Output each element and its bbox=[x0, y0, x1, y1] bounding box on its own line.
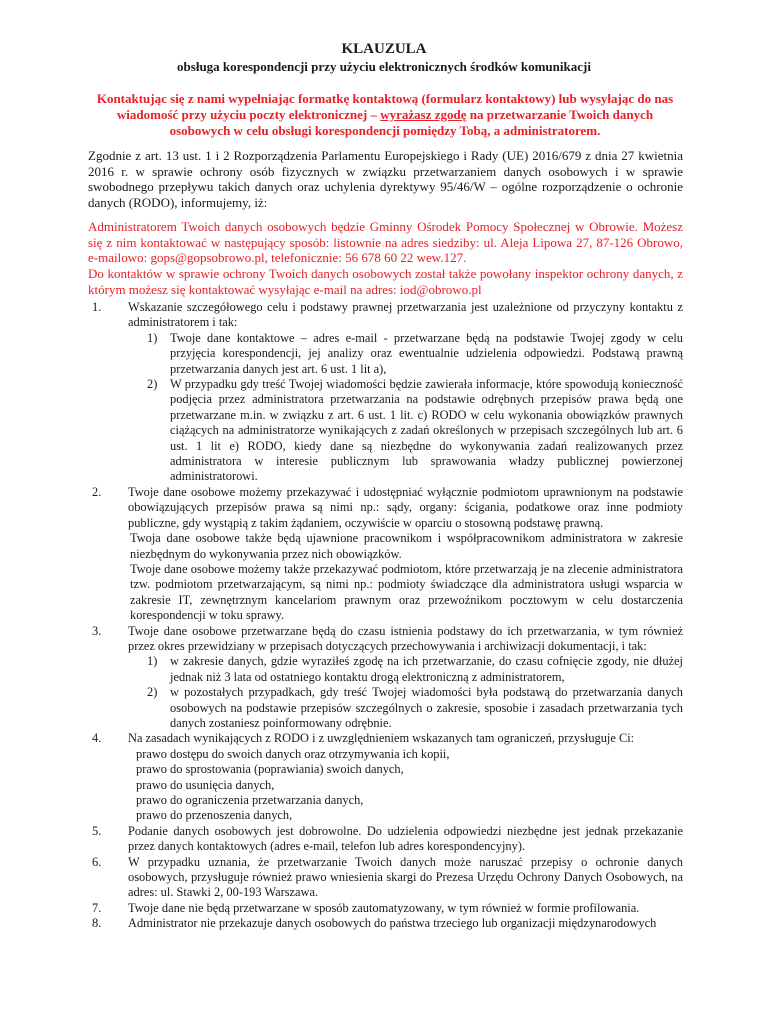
right-item: prawo do przenoszenia danych, bbox=[136, 808, 293, 823]
sub-item-text: w zakresie danych, gdzie wyraziłeś zgodę na ich przetwarzanie, do czasu cofnięcie zgody, nie dłużej jednak niż 3 lata od ostatniego kontaktu drogą elektroniczną z administratorem, bbox=[170, 654, 683, 684]
sub-item-number: 2) bbox=[147, 685, 158, 700]
item-text: Podanie danych osobowych jest dobrowolne. Do udzielenia odpowiedzi niezbędne jest jednak przekazanie przez danych kontaktowych (adres e-mail, telefon lub adres korespondencyjny). bbox=[128, 823, 683, 854]
list-item bbox=[88, 901, 683, 916]
sub-item bbox=[130, 685, 683, 731]
item-text: Na zasadach wynikających z RODO i z uwzględnieniem wskazanych tam ograniczeń, przysługuje Ci: bbox=[128, 731, 635, 746]
sub-item-text: w pozostałych przypadkach, gdy treść Twojej wiadomości była podstawą do przetwarzania danych osobowych na podstawie przepisów szczególnych o zakresie, sposobie i zasadach przetwarzania tych danych zostaniesz poinformowany odrębnie. bbox=[170, 685, 683, 730]
item-text: Twoje dane nie będą przetwarzane w sposób zautomatyzowany, w tym również w formie profilowania. bbox=[128, 900, 640, 915]
item-number: 4. bbox=[92, 731, 102, 746]
sub-item bbox=[130, 377, 683, 485]
item-number: 1. bbox=[92, 300, 102, 314]
sub-item bbox=[130, 654, 683, 685]
item-number: 2. bbox=[92, 484, 102, 499]
administrator-info bbox=[88, 219, 683, 298]
consent-notice bbox=[88, 91, 682, 139]
sub-item bbox=[130, 331, 683, 377]
right-item: prawo do ograniczenia przetwarzania danych, bbox=[136, 793, 364, 807]
list-item bbox=[88, 485, 683, 624]
sub-item-number: 1) bbox=[147, 654, 158, 669]
item-text: W przypadku uznania, że przetwarzanie Twoich danych może naruszać przepisy o ochronie danych osobowych, przysługuje również prawo wniesienia skargi do Prezesa Urzędu Ochrony Danych Osobowych, na adres: ul. Stawki 2, 00-193 Warszawa. bbox=[128, 854, 683, 900]
administrator-contact: Administratorem Twoich danych osobowych będzie Gminny Ośrodek Pomocy Społecznej w Obrowie. Możesz się z nim kontaktować w następujący sposób: listownie na adres siedziby: ul. Aleja Lipowa 27, 87-126 Obrowo, e-mailowo: gops@gopsobrowo.pl, telefonicznie: 56 678 60 22 wew.127. bbox=[88, 219, 683, 266]
item-text: Twoje dane osobowe przetwarzane będą do czasu istnienia podstawy do ich przetwarzania, w tym również przez okres przewidziany w przepisach dotyczących przechowywania i archiwizacji dokumentacji, i tak: bbox=[128, 623, 683, 653]
data-protection-officer: Do kontaktów w sprawie ochrony Twoich danych osobowych został także powołany inspektor ochrony danych, z którym możesz się kontaktować wysyłając e-mail na adres: iod@obrowo.pl bbox=[88, 266, 683, 297]
sub-item-number: 2) bbox=[147, 377, 158, 392]
list-item bbox=[88, 731, 683, 823]
consent-text-2: na przetwarzanie Twoich danych osobowych w celu obsługi korespondencji pomiędzy Tobą, a administratorem. bbox=[169, 107, 654, 138]
sub-item-number: 1) bbox=[147, 330, 158, 345]
item-number: 6. bbox=[92, 854, 102, 869]
list-item bbox=[88, 855, 683, 901]
right-item: prawo dostępu do swoich danych oraz otrzymywania ich kopii, bbox=[136, 746, 450, 761]
item-text: Twoje dane osobowe możemy także przekazywać podmiotom, które przetwarzają je na zlecenie administratora tzw. podmiotom przetwarzającym, są nimi np.: podmioty świadczące dla administratora usługi wsparcia w zakresie IT, zewnętrznym kancelariom prawnym oraz przewoźnikom pocztowym w celu dostarczenia korespondencji w toku sprawy. bbox=[130, 561, 683, 623]
item-text: Twoja dane osobowe także będą ujawnione pracownikom i współpracownikom administratora w zakresie niezbędnym do wykonywania przez nich obowiązków. bbox=[130, 531, 683, 561]
legal-basis-paragraph: Zgodnie z art. 13 ust. 1 i 2 Rozporządzenia Parlamentu Europejskiego i Rady (UE) 2016/679 z dnia 27 kwietnia 2016 r. w sprawie ochrony osób fizycznych w związku przetwarzaniem danych osobowych i w sprawie swobodnego przepływu takich danych oraz uchylenia dyrektywy 95/46/W – ogólne rozporządzenie o ochronie danych (RODO), informujemy, iż: bbox=[88, 148, 683, 211]
consent-underlined: wyrażasz zgodę bbox=[380, 107, 467, 122]
item-number: 3. bbox=[92, 623, 102, 638]
item-number: 5. bbox=[92, 823, 102, 838]
list-item bbox=[88, 916, 683, 931]
document-subtitle: obsługa korespondencji przy użyciu elektronicznych środków komunikacji bbox=[177, 59, 591, 74]
sub-item-text: W przypadku gdy treść Twojej wiadomości będzie zawierała informacje, które spowodują konieczność podjęcia przez administratora przetwarzania na podstawie odrębnych przepisów prawa będą one przetwarzane m.in. w związku z art. 6 ust. 1 lit. c) RODO w celu wykonania obowiązków prawnych ciążących na administratorze wynikających z zadań określonych w przepisach szczególnych lub art. 6 ust. 1 lit e) RODO, kiedy dane są niezbędne do wykonywania zadań realizowanych przez administratora w interesie publicznym lub sprawowania władzy publicznej powierzonej administratorowi. bbox=[170, 377, 683, 484]
sub-item-text: Twoje dane kontaktowe – adres e-mail - przetwarzane będą na podstawie Twojej zgody w celu przyjęcia korespondencji, jej analizy oraz ewentualnie udzielenia odpowiedzi. Podstawą prawną przetwarzania danych jest art. 6 ust. 1 lit a), bbox=[170, 330, 683, 376]
item-text: Administrator nie przekazuje danych osobowych do państwa trzeciego lub organizacji międzynarodowych bbox=[128, 916, 657, 931]
right-item: prawo do sprostowania (poprawiania) swoich danych, bbox=[136, 762, 404, 777]
document-title: KLAUZULA bbox=[341, 41, 427, 57]
item-text: Twoje dane osobowe możemy przekazywać i udostępniać wyłącznie podmiotom uprawnionym na podstawie obowiązujących przepisów prawa są nimi np.: sądy, organy: ścigania, podatkowe oraz inne podmioty publiczne, gdy wystąpią z takim żądaniem, oczywiście w oparciu o stosowną podstawę prawną. bbox=[128, 484, 683, 530]
list-item bbox=[88, 300, 683, 485]
consent-text-1: Kontaktując się z nami wypełniając formatkę kontaktową (formularz kontaktowy) lub wysyłając do nas wiadomość przy użyciu poczty elektronicznej – bbox=[96, 91, 674, 122]
item-text: Wskazanie szczegółowego celu i podstawy prawnej przetwarzania jest uzależnione od przyczyny kontaktu z administratorem i tak: bbox=[128, 300, 683, 330]
item-number: 7. bbox=[92, 900, 102, 915]
list-item bbox=[88, 624, 683, 732]
right-item: prawo do usunięcia danych, bbox=[136, 777, 275, 792]
rights-list bbox=[128, 747, 683, 824]
item-number: 8. bbox=[92, 916, 102, 931]
list-item bbox=[88, 824, 683, 855]
clause-list bbox=[88, 300, 683, 932]
